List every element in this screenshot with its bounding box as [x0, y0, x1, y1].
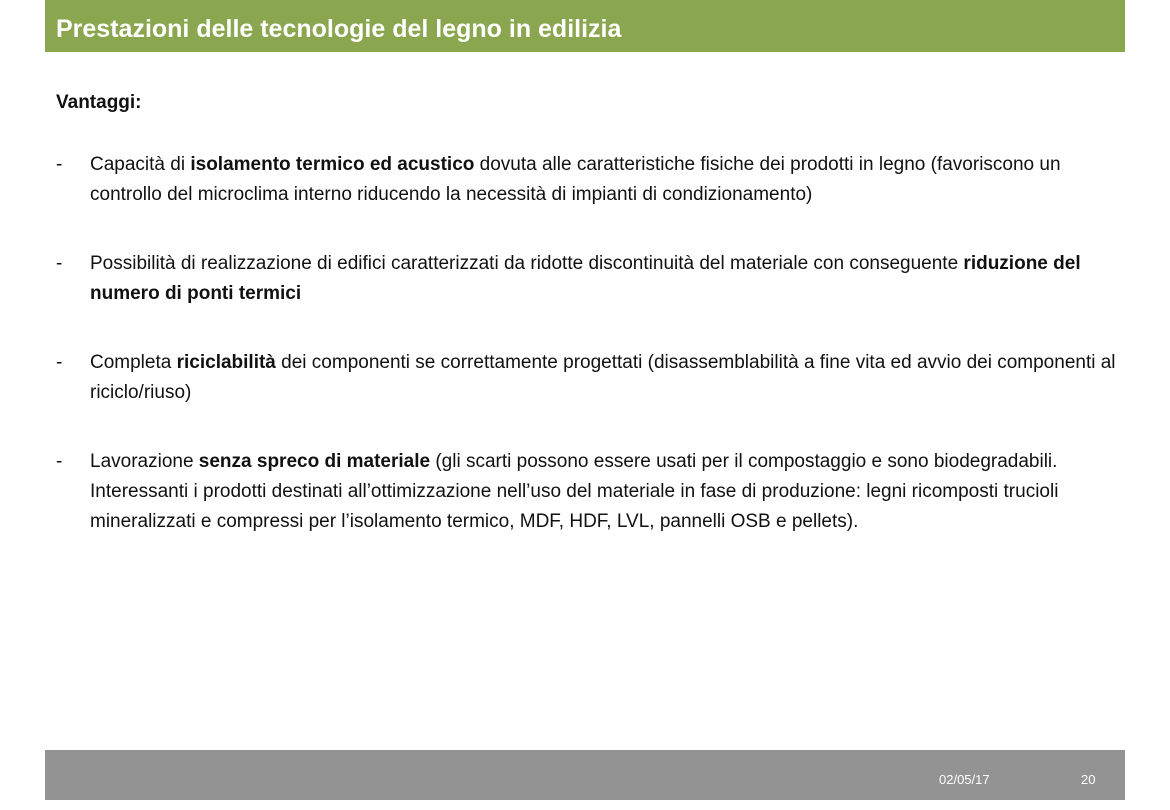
- bullet-marker: -: [56, 253, 63, 274]
- bullet-marker: -: [56, 352, 63, 373]
- bullet-text: [90, 352, 1116, 403]
- bullet-text-after: (gli scarti possono essere usati per il compostaggio e sono biodegradabili. Interessanti i prodotti destinati all’ottimizzazione nell’uso del materiale in fase di produzione: legni ricomposti trucioli mineralizzati e compressi per l’isolamento termico, MDF, HDF, LVL, pannelli OSB e pellets).: [90, 451, 1059, 532]
- bullet-item-no-waste: [56, 447, 1121, 537]
- bullet-marker: -: [56, 154, 63, 175]
- bullet-item-thermal-bridges: [56, 249, 1121, 309]
- bullet-text: [90, 451, 1058, 532]
- slide-title: Prestazioni delle tecnologie del legno in edilizia: [56, 15, 622, 43]
- bullet-text-after: dei componenti se correttamente progettati (disassemblabilità a fine vita ed avvio dei componenti al riciclo/riuso): [90, 352, 1116, 403]
- page-number: 20: [1081, 772, 1096, 787]
- bullet-text-before: Completa: [90, 352, 177, 373]
- bullet-text-bold: senza spreco di materiale: [198, 451, 431, 472]
- bullet-text: [90, 253, 1081, 304]
- bullet-marker: -: [56, 451, 63, 472]
- bullet-text-before: Capacità di: [90, 154, 191, 175]
- footer-date: 02/05/17: [939, 772, 990, 787]
- bullet-text-bold: isolamento termico ed acustico: [190, 154, 475, 175]
- bullet-text: [90, 154, 1061, 205]
- bullet-text-after: dovuta alle caratteristiche fisiche dei prodotti in legno (favoriscono un controllo del microclima interno riducendo la necessità di impianti di condizionamento): [90, 154, 1061, 205]
- footer-bar: [45, 750, 1125, 800]
- bullet-text-before: Lavorazione: [90, 451, 199, 472]
- bullet-text-before: Possibilità di realizzazione di edifici caratterizzati da ridotte discontinuità del materiale con conseguente: [90, 253, 964, 274]
- bullet-text-bold: riciclabilità: [176, 352, 276, 373]
- title-bar: [45, 0, 1125, 52]
- bullet-list: [56, 150, 1121, 576]
- section-heading: Vantaggi:: [56, 92, 142, 113]
- bullet-item-thermal-acoustic: [56, 150, 1121, 210]
- bullet-item-recyclability: [56, 348, 1121, 408]
- bullet-text-bold: riduzione del numero di ponti termici: [90, 253, 1081, 304]
